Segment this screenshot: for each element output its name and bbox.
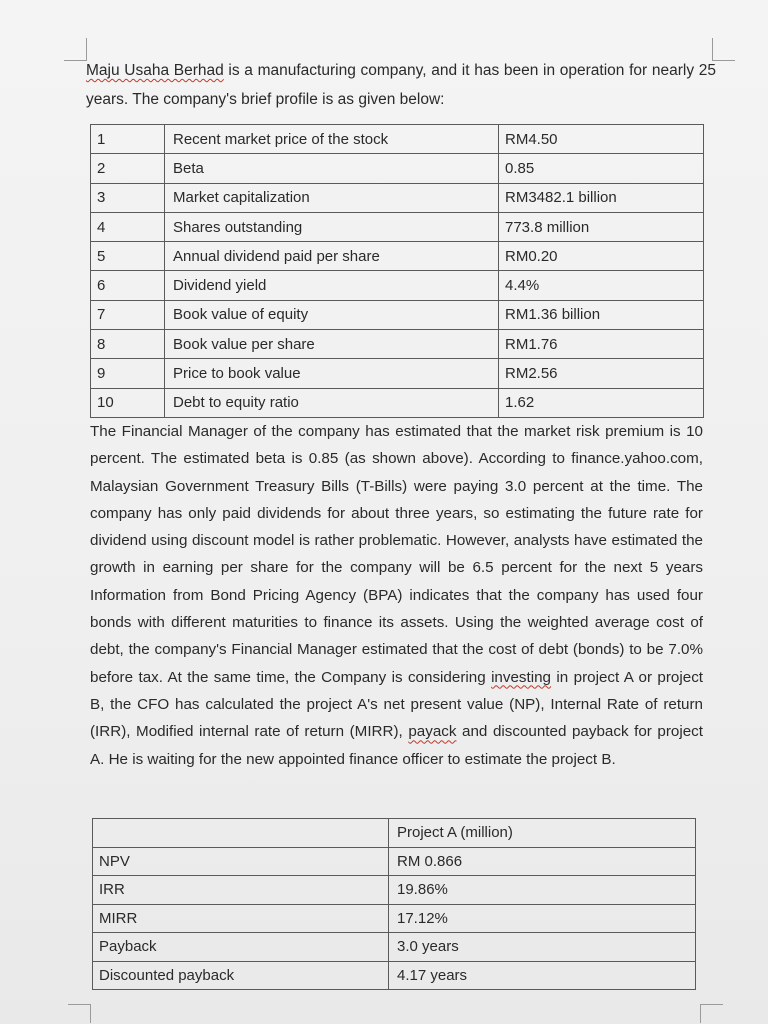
word-investing: investing [491,668,552,686]
metric-label-cell: Payback [93,933,389,962]
metric-label-cell: Discounted payback [93,961,389,990]
metric-value-cell: 19.86% [389,876,696,905]
row-number-cell: 5 [91,242,165,271]
metric-value-cell: RM 0.866 [389,847,696,876]
item-label-cell: Shares outstanding [165,212,499,241]
item-label-cell: Beta [165,154,499,183]
metric-value-cell: 3.0 years [389,933,696,962]
intro-paragraph [86,56,716,114]
project-header-cell: Project A (million) [389,819,696,848]
item-label-cell: Annual dividend paid per share [165,242,499,271]
project-a-table [92,818,696,990]
metric-value-cell: 17.12% [389,904,696,933]
project-row [93,876,696,905]
profile-row [91,388,704,417]
item-label-cell: Dividend yield [165,271,499,300]
item-value-cell: 1.62 [499,388,704,417]
row-number-cell: 10 [91,388,165,417]
metric-label-cell: MIRR [93,904,389,933]
profile-row [91,183,704,212]
company-profile-table [90,124,704,418]
item-label-cell: Price to book value [165,359,499,388]
metric-label-cell: IRR [93,876,389,905]
profile-row [91,212,704,241]
body-text-part2: in project A or project B, the CFO has calculated the project A's net present value (NP), Internal Rate of return (IRR), Modified internal rate of return (MIRR), [90,668,704,741]
project-row [93,904,696,933]
profile-row [91,300,704,329]
item-value-cell: RM1.76 [499,330,704,359]
row-number-cell: 2 [91,154,165,183]
profile-row [91,359,704,388]
item-value-cell: RM0.20 [499,242,704,271]
body-text-part1: The Financial Manager of the company has estimated that the market risk premium is 10 percent. The estimated beta is 0.85 (as shown above). According to finance.yahoo.com, Malaysian Government Treasury Bills (T-Bills) were paying 3.0 percent at the time. The company has only paid dividends for about three years, so estimating the future rate for dividend using discount model is rather problematic. However, analysts have estimated the growth in earning per share for the company will be 6.5 percent for the next 5 years Information from Bond Pricing Agency (BPA) indicates that the company has used four bonds with different maturities to finance its assets. Using the weighted average cost of debt, the company's Financial Manager estimated that the cost of debt (bonds) to be 7.0% before tax. At the same time, the Company is considering [90,423,703,686]
item-value-cell: 0.85 [499,154,704,183]
project-row [93,933,696,962]
body-text-part3: and discounted payback for project A. He is waiting for the new appointed finance officer to estimate the project B. [90,723,703,768]
project-row [93,847,696,876]
row-number-cell: 1 [91,125,165,154]
item-value-cell: 773.8 million [499,212,704,241]
margin-marker-bottom-left [68,1004,91,1023]
item-label-cell: Book value of equity [165,300,499,329]
profile-row [91,242,704,271]
item-value-cell: RM2.56 [499,359,704,388]
item-label-cell: Market capitalization [165,183,499,212]
project-row [93,961,696,990]
item-label-cell: Recent market price of the stock [165,125,499,154]
profile-row [91,271,704,300]
intro-text: is a manufacturing company, and it has been in operation for nearly 25 years. The company's brief profile is as given below: [86,62,716,108]
item-value-cell: RM4.50 [499,125,704,154]
item-value-cell: RM3482.1 billion [499,183,704,212]
metric-value-cell: 4.17 years [389,961,696,990]
item-value-cell: 4.4% [499,271,704,300]
margin-marker-bottom-right [700,1004,723,1023]
word-payack: payack [408,723,457,741]
margin-marker-top-left [64,38,87,61]
profile-row [91,125,704,154]
row-number-cell: 7 [91,300,165,329]
company-name: Maju Usaha Berhad [86,62,224,79]
case-description-paragraph [90,418,703,773]
metric-label-cell: NPV [93,847,389,876]
item-label-cell: Book value per share [165,330,499,359]
item-label-cell: Debt to equity ratio [165,388,499,417]
profile-row [91,330,704,359]
row-number-cell: 8 [91,330,165,359]
row-number-cell: 4 [91,212,165,241]
row-number-cell: 9 [91,359,165,388]
project-table-header-row [93,819,696,848]
project-header-blank-cell [93,819,389,848]
row-number-cell: 6 [91,271,165,300]
profile-row [91,154,704,183]
item-value-cell: RM1.36 billion [499,300,704,329]
row-number-cell: 3 [91,183,165,212]
